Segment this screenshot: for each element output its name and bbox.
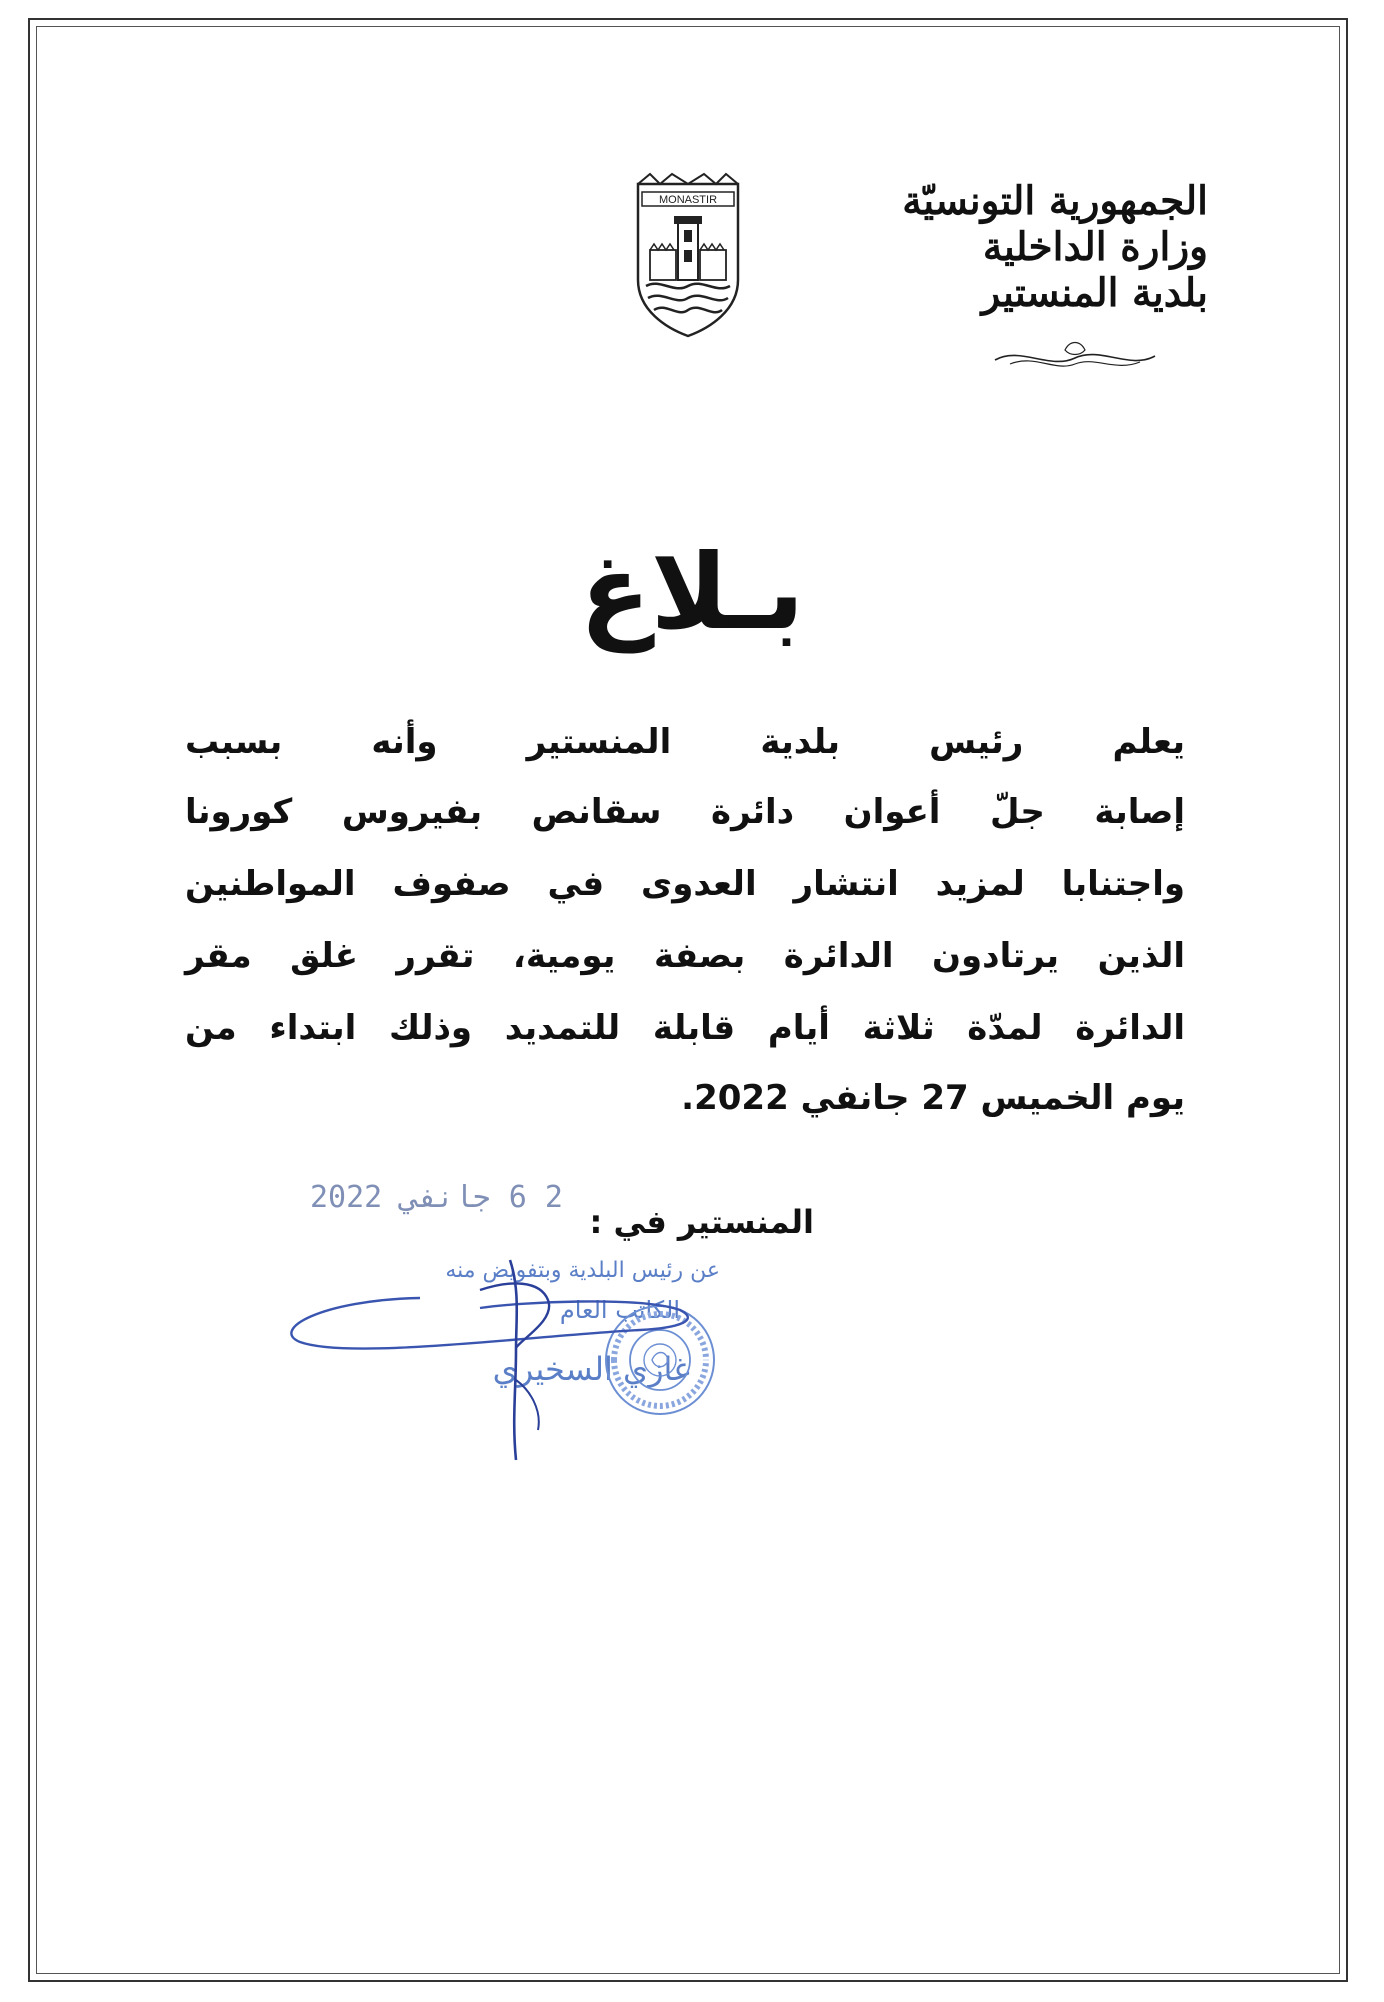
letterhead [848,178,1208,316]
body-line-1: يعلم رئيس بلدية المنستير وأنه بسبب [185,722,1185,762]
body-line-3: واجتنابا لمزيد انتشار العدوى في صفوف المواطنين [185,864,1185,904]
monastir-crest-icon [630,170,746,340]
letterhead-line-municipality: بلدية المنستير [981,270,1208,316]
crest-label: MONASTIR [658,194,718,206]
body-line-5: الدائرة لمدّة ثلاثة أيام قابلة للتمديد وذلك ابتداء من [185,1008,1185,1048]
signature-delegation-line: عن رئيس البلدية وبتفويض منه [445,1258,720,1283]
letterhead-line-ministry: وزارة الداخلية [982,224,1208,270]
document-title: بـلاغ [579,531,805,653]
letterhead-line-republic: الجمهورية التونسيّة [902,178,1208,224]
date-stamp: 2 6 جانفي 2022 [310,1180,563,1215]
flourish-ornament-icon [990,336,1160,376]
signature-name-line: غازي السخيري [492,1350,690,1388]
signature-title-line: الكاتب العام [559,1296,680,1324]
body-line-2: إصابة جلّ أعوان دائرة سقانص بفيروس كورونا [185,792,1185,832]
body-line-6: يوم الخميس 27 جانفي 2022. [681,1078,1185,1118]
place-date-label: المنستير في : [589,1203,814,1241]
body-line-4: الذين يرتادون الدائرة بصفة يومية، تقرر غلق مقر [185,936,1185,976]
handwritten-signature-icon [280,1240,760,1480]
